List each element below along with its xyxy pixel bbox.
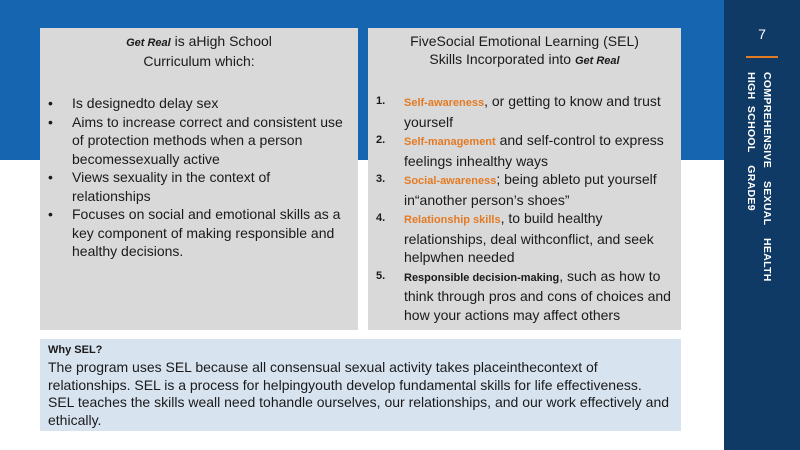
list-number: 2. xyxy=(376,134,386,146)
list-item xyxy=(368,92,681,131)
bullet-icon: • xyxy=(48,169,53,185)
curriculum-box-title xyxy=(40,28,358,70)
list-item xyxy=(40,168,358,205)
list-item-text: Aims to increase correct and consistent use of protection methods when a person becomessexually active xyxy=(72,113,343,167)
curriculum-box xyxy=(40,28,358,330)
skill-name: Social-awareness xyxy=(404,175,497,187)
side-title-line2: HIGH SCHOOL GRADE9 xyxy=(745,72,757,211)
list-item-text: Focuses on social and emotional skills as a key component of making responsible and healthy decisions. xyxy=(72,206,341,259)
skill-description: , such as how to think through pros and cons of choices and how your actions may affect others xyxy=(404,267,671,323)
title-text-line2: Curriculum which: xyxy=(143,53,255,69)
title-text: is aHigh School xyxy=(170,33,272,49)
sel-skills-box-title xyxy=(368,28,681,70)
sel-skills-list xyxy=(368,92,681,324)
side-title-line1: COMPREHENSIVE SEXUAL HEALTH xyxy=(761,72,773,282)
why-sel-heading: Why SEL? xyxy=(48,344,103,356)
brand-name: Get Real xyxy=(574,55,620,67)
skill-name: Self-awareness xyxy=(404,97,485,109)
bullet-icon: • xyxy=(48,95,53,111)
list-item xyxy=(368,209,681,267)
skill-description: ; being ableto put yourself in“another person’s shoes” xyxy=(404,171,657,208)
list-number: 4. xyxy=(376,212,386,224)
why-sel-box xyxy=(40,339,681,431)
list-item xyxy=(40,205,358,261)
slide-number: 7 xyxy=(758,26,766,42)
accent-rule xyxy=(746,56,778,58)
list-number: 1. xyxy=(376,95,386,107)
brand-name: Get Real xyxy=(126,37,171,49)
list-item-text: Is designedto delay sex xyxy=(72,95,219,111)
title-text: FiveSocial Emotional Learning (SEL) xyxy=(410,33,639,49)
skill-description: , to build healthy relationships, deal withconflict, and seek helpwhen needed xyxy=(404,210,654,265)
list-number: 3. xyxy=(376,173,386,185)
skill-name: Responsible decision-making xyxy=(404,271,560,284)
curriculum-bullet-list xyxy=(40,94,358,261)
skill-description: , or getting to know and trust yourself xyxy=(404,93,661,130)
list-item xyxy=(368,170,681,209)
side-title xyxy=(736,72,794,372)
list-number: 5. xyxy=(376,269,386,282)
skill-name: Relationship skills xyxy=(404,214,501,226)
list-item xyxy=(368,131,681,170)
why-sel-body: The program uses SEL because all consensual sexual activity takes placeinthecontext of relationships. SEL is a process for helpingyouth develop fundamental skills for life effectiveness. SEL teaches the skills weall need tohandle ourselves, our relationships, and our work effectively and ethically. xyxy=(48,359,670,428)
bullet-icon: • xyxy=(48,206,53,222)
skill-description: and self-control to express feelings inhealthy ways xyxy=(404,132,664,169)
title-text-line2: Skills Incorporated into xyxy=(429,51,575,67)
list-item xyxy=(40,94,358,113)
list-item-text: Views sexuality in the context of relationships xyxy=(72,169,271,204)
bullet-icon: • xyxy=(48,113,53,130)
list-item xyxy=(40,113,358,169)
list-item xyxy=(368,267,681,325)
sel-skills-box xyxy=(368,28,681,330)
skill-name: Self-management xyxy=(404,136,496,148)
